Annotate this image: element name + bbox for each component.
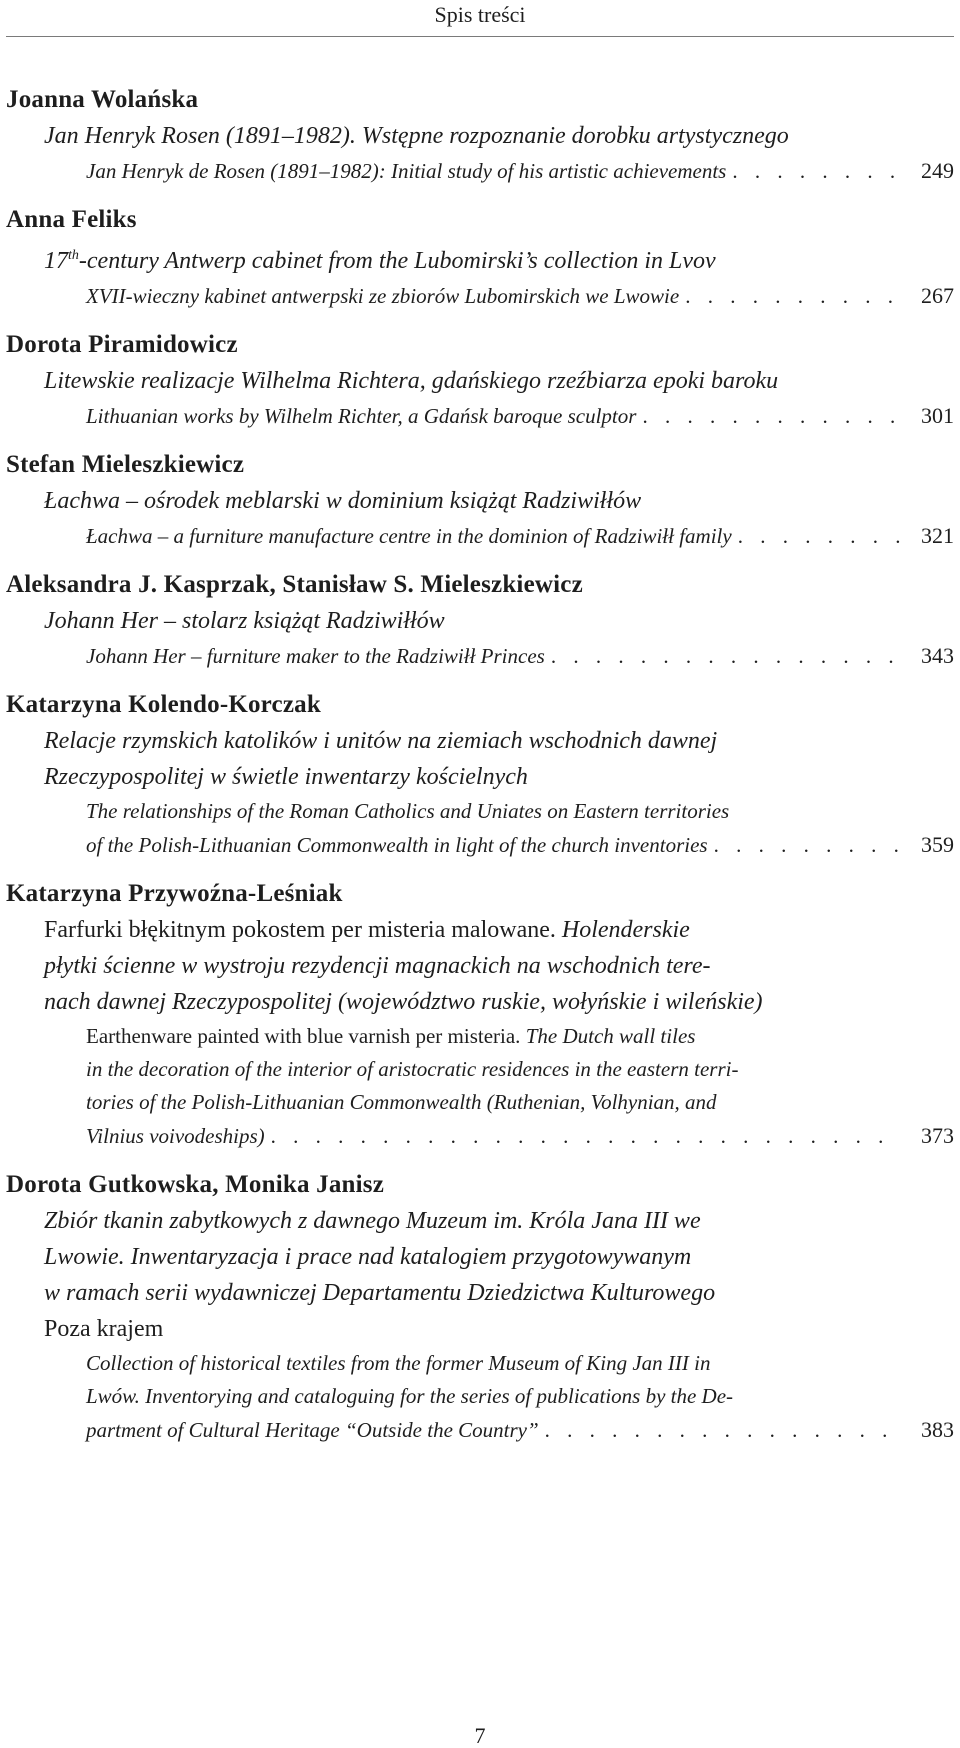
entry-title-line: XVII-wieczny kabinet antwerpski ze zbiorów Lubomirskich we Lwowie	[86, 284, 680, 308]
entry-title-english-line: Lithuanian works by Wilhelm Richter, a Gdańsk baroque sculptor	[86, 404, 637, 428]
toc-entry	[6, 202, 954, 313]
entry-author: Dorota Gutkowska, Monika Janisz	[6, 1171, 385, 1198]
entry-page-number: 373	[921, 1123, 954, 1148]
entry-title-english-line: Jan Henryk de Rosen (1891–1982): Initial study of his artistic achievements	[86, 159, 727, 183]
entry-author: Katarzyna Przywoźna-Leśniak	[6, 880, 343, 907]
leader-dots	[708, 829, 902, 862]
entry-title-polish: Lwowie. Inwentaryzacja i prace nad katalogiem przygotowywanym	[44, 1244, 692, 1270]
entry-author: Aleksandra J. Kasprzak, Stanisław S. Mieleszkiewicz	[6, 571, 583, 598]
entry-title-english	[86, 1119, 954, 1153]
entry-title-polish-translation	[86, 279, 954, 313]
entry-title-english-line: Johann Her – furniture maker to the Radziwiłł Princes	[86, 644, 545, 668]
entry-title-english-line: of the Polish-Lithuanian Commonwealth in light of the church inventories	[86, 833, 708, 857]
toc-entry	[6, 327, 954, 433]
running-title: Spis treści	[434, 2, 526, 27]
entry-title-polish: płytki ścienne w wystroju rezydencji magnackich na wschodnich tere-	[44, 953, 711, 979]
running-header	[6, 0, 954, 37]
entry-title-english-original	[44, 238, 954, 279]
leader-dots	[539, 1414, 902, 1447]
entry-title-polish: nach dawnej Rzeczypospolitej (województwo ruskie, wołyńskie i wileńskie)	[44, 989, 763, 1015]
toc-entry	[6, 447, 954, 553]
entry-title-english-line: partment of Cultural Heritage “Outside the Country”	[86, 1418, 539, 1442]
leader-dots	[545, 640, 902, 673]
entry-page-number: 267	[921, 283, 954, 308]
entry-title-english	[86, 154, 954, 188]
entry-title-english-line: Łachwa – a furniture manufacture centre in the dominion of Radziwiłł family	[86, 524, 732, 548]
entry-title-polish	[44, 1311, 954, 1347]
table-of-contents	[6, 82, 954, 1461]
entry-author: Anna Feliks	[6, 206, 137, 233]
entry-title-polish: w ramach serii wydawniczej Departamentu Dziedzictwa Kulturowego	[44, 1280, 716, 1306]
entry-title-english	[86, 828, 954, 862]
entry-page-number: 321	[921, 523, 954, 548]
entry-title-english: Collection of historical textiles from the former Museum of King Jan III in	[86, 1351, 711, 1375]
toc-entry	[6, 82, 954, 188]
entry-title-polish: Litewskie realizacje Wilhelma Richtera, gdańskiego rzeźbiarza epoki baroku	[44, 368, 779, 394]
entry-title-english	[86, 1020, 954, 1053]
entry-title-english	[86, 399, 954, 433]
leader-dots	[726, 155, 902, 188]
entry-title-english-line: Vilnius voivodeships)	[86, 1124, 265, 1148]
entry-title-polish: Jan Henryk Rosen (1891–1982). Wstępne rozpoznanie dorobku artystycznego	[44, 123, 789, 149]
title-ordinal-suffix: th	[68, 248, 79, 263]
entry-title-polish	[44, 912, 954, 948]
entry-page-number: 383	[921, 1417, 954, 1442]
entry-title-english: in the decoration of the interior of aristocratic residences in the eastern terri-	[86, 1057, 739, 1081]
title-upright-part: Farfurki błękitnym pokostem per misteria malowane.	[44, 917, 556, 943]
entry-title-polish: Johann Her – stolarz książąt Radziwiłłów	[44, 608, 445, 634]
toc-entry	[6, 567, 954, 673]
entry-page-number: 343	[921, 643, 954, 668]
entry-page-number: 249	[921, 158, 954, 183]
entry-title-polish: Łachwa – ośrodek meblarski w dominium książąt Radziwiłłów	[44, 488, 642, 514]
entry-title-english: tories of the Polish-Lithuanian Commonwealth (Ruthenian, Volhynian, and	[86, 1090, 717, 1114]
entry-author: Katarzyna Kolendo-Korczak	[6, 691, 321, 718]
toc-entry	[6, 687, 954, 862]
entry-author: Dorota Piramidowicz	[6, 331, 238, 358]
entry-title-english	[86, 1413, 954, 1447]
leader-dots	[265, 1120, 902, 1153]
toc-entry	[6, 1167, 954, 1447]
toc-entry	[6, 876, 954, 1153]
footer-page-number: 7	[474, 1723, 486, 1748]
entry-title-polish: Relacje rzymskich katolików i unitów na ziemiach wschodnich dawnej	[44, 728, 718, 754]
entry-title-polish: Rzeczypospolitej w świetle inwentarzy kościelnych	[44, 764, 528, 790]
entry-title-english	[86, 519, 954, 553]
title-italic-part: Holenderskie	[561, 917, 690, 943]
title-rest: -century Antwerp cabinet from the Lubomirski’s collection in Lvov	[78, 248, 716, 274]
leader-dots	[679, 280, 902, 313]
title-ordinal: 17	[44, 248, 68, 274]
entry-author: Joanna Wolańska	[6, 86, 199, 113]
title-italic-part: The Dutch wall tiles	[525, 1024, 696, 1048]
entry-title-english	[86, 639, 954, 673]
entry-author: Stefan Mieleszkiewicz	[6, 451, 245, 478]
entry-title-english: The relationships of the Roman Catholics and Uniates on Eastern territories	[86, 799, 730, 823]
leader-dots	[732, 520, 902, 553]
entry-page-number: 301	[921, 403, 954, 428]
entry-page-number: 359	[921, 832, 954, 857]
title-upright-part: Poza krajem	[44, 1316, 164, 1342]
entry-title-english: Lwów. Inventorying and cataloguing for the series of publications by the De-	[86, 1384, 734, 1408]
entry-title-polish: Zbiór tkanin zabytkowych z dawnego Muzeum im. Króla Jana III we	[44, 1208, 701, 1234]
leader-dots	[636, 400, 902, 433]
title-upright-part: Earthenware painted with blue varnish per misteria.	[86, 1024, 521, 1048]
